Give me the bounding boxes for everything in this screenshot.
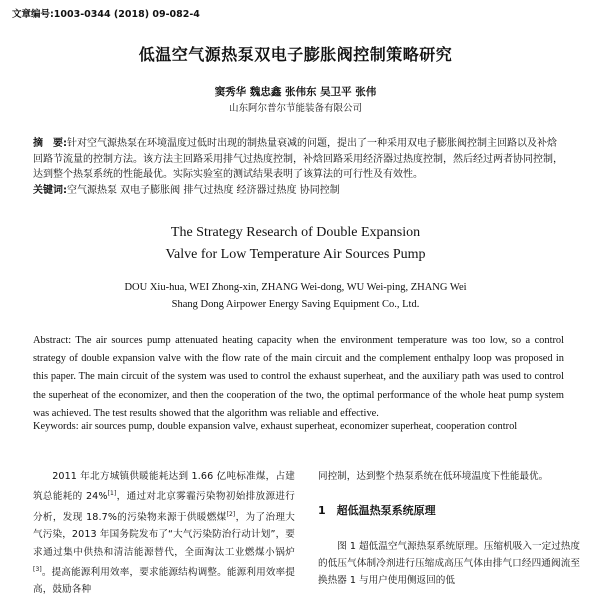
text-segment: 2011 年北方城镇供暖能耗达到 1.66 亿吨标准煤，占建筑总能耗的 24%: [33, 471, 295, 503]
chinese-title: 低温空气源热泵双电子膨胀阀控制策略研究: [138, 45, 453, 64]
english-title: [0, 222, 591, 266]
citation-ref: [1]: [107, 490, 117, 498]
english-authors-block: [0, 279, 591, 313]
body-paragraph: 图 1 超低温空气源热泵系统原理。压缩机吸入一定过热度的低压气体制冷剂进行压缩成高压气体由排气口经四通阀流至换热器 1 与用户使用侧返回的低: [318, 540, 580, 587]
english-keywords: Keywords: air sources pump, double expansion valve, exhaust superheat, economizer superheat, cooperation control: [33, 421, 518, 432]
text-segment: ，通过对北京雾霾污染物初始排放源进行分析，发现 18.7%的污染物来源于供暖燃煤: [33, 491, 295, 523]
citation-ref: [2]: [226, 510, 236, 518]
chinese-abstract-label: 摘 要:: [33, 138, 67, 149]
chinese-affiliation: 山东阿尔普尔节能装备有限公司: [228, 103, 362, 114]
chinese-abstract-text: 针对空气源热泵在环境温度过低时出现的制热量衰减的问题，提出了一种采用双电子膨胀阀控制主回路以及补焓回路节流量的控制方法。该方法主回路采用排气过热度控制，补焓回路采用经济器过热度控制，然后经过两者协同控制，达到整个热泵系统的性能最优。实际实验室的测试结果表明了该算法的可行性及有效性。: [33, 138, 563, 180]
chinese-keywords: [33, 183, 563, 199]
chinese-authors: 窦秀华 魏忠鑫 张伟东 吴卫平 张伟: [214, 86, 377, 98]
english-title-line2: Valve for Low Temperature Air Sources Pump: [165, 247, 426, 262]
chinese-abstract: [33, 136, 563, 183]
chinese-keywords-label: 关键词:: [33, 185, 67, 196]
body-paragraph-continued: 同控制，达到整个热泵系统在低环境温度下性能最优。: [318, 471, 549, 482]
article-id: 文章编号:1003-0344 (2018) 09-082-4: [12, 9, 200, 20]
body-left-column: [33, 468, 295, 599]
text-segment: ，为了治理大气污染，2013 年国务院发布了“大气污染防治行动计划”，要求通过集中供热和清洁能源替代，全面淘汰工业燃煤小锅炉: [33, 511, 295, 558]
body-paragraph: [33, 468, 295, 599]
english-authors: DOU Xiu-hua, WEI Zhong-xin, ZHANG Wei-dong, WU Wei-ping, ZHANG Wei: [124, 282, 467, 293]
citation-ref: [3]: [33, 565, 42, 573]
section-heading: 1 超低温热泵系统原理: [318, 504, 436, 518]
chinese-keywords-text: 空气源热泵 双电子膨胀阀 排气过热度 经济器过热度 协同控制: [67, 185, 340, 196]
english-title-line1: The Strategy Research of Double Expansion: [170, 225, 421, 240]
english-affiliation: Shang Dong Airpower Energy Saving Equipment Co., Ltd.: [171, 299, 420, 310]
english-abstract: Abstract: The air sources pump attenuated heating capacity when the environment temperature was too low, so a control strategy of double expansion valve with the flow rate of the main circuit and the complement enthalpy loop was proposed in this paper. The main circuit of the system was used to control the exhaust superheat, and the auxiliary path was used to control the superheat of the economizer, and then the cooperation of the two, the optimal performance of the whole heat pump system was achieved. The test results showed that the algorithm was reliable and effective.: [33, 335, 564, 419]
text-segment: 。提高能源利用效率，要求能源结构调整。能源利用效率提高，鼓励各种: [33, 567, 295, 596]
body-right-column: [318, 468, 580, 589]
